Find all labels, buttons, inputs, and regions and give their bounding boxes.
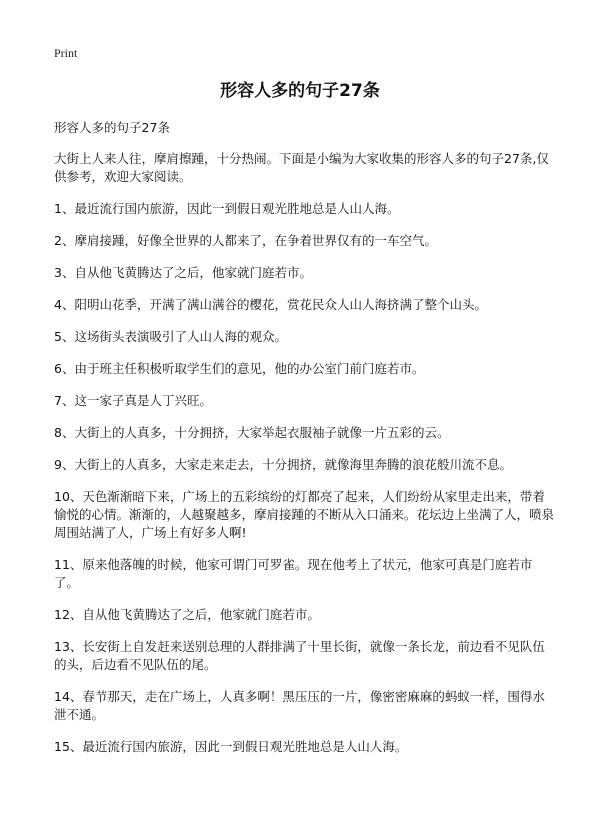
page-title: 形容人多的句子27条 xyxy=(220,81,380,101)
list-item: 8、大街上的人真多，十分拥挤，大家举起衣服袖子就像一片五彩的云。 xyxy=(54,425,450,440)
list-item: 15、最近流行国内旅游，因此一到假日观光胜地总是人山人海。 xyxy=(54,739,408,754)
list-item: 9、大街上的人真多，大家走来走去，十分拥挤，就像海里奔腾的浪花般川流不息。 xyxy=(54,457,512,472)
list-item: 5、这场街头表演吸引了人山人海的观众。 xyxy=(54,329,287,344)
list-item: 11、原来他落魄的时候，他家可谓门可罗雀。现在他考上了状元，他家可真是门庭若市了。 xyxy=(54,557,533,590)
subtitle: 形容人多的句子27条 xyxy=(54,120,170,135)
article-body xyxy=(54,150,554,770)
list-item: 12、自从他飞黄腾达了之后，他家就门庭若市。 xyxy=(54,607,320,622)
list-item: 3、自从他飞黄腾达了之后，他家就门庭若市。 xyxy=(54,265,312,280)
list-item: 1、最近流行国内旅游，因此一到假日观光胜地总是人山人海。 xyxy=(54,201,400,216)
intro-paragraph: 大街上人来人往，摩肩擦踵，十分热闹。下面是小编为大家收集的形容人多的句子27条,仅供参考，欢迎大家阅读。 xyxy=(54,151,549,184)
list-item: 10、天色渐渐暗下来，广场上的五彩缤纷的灯都亮了起来，人们纷纷从家里走出来，带着愉悦的心情。渐渐的，人越聚越多，摩肩接踵的不断从入口涌来。花坛边上坐满了人，喷泉周围站满了人，广场上有好多人啊! xyxy=(54,489,555,540)
print-link[interactable]: Print xyxy=(54,46,78,60)
list-item: 2、摩肩接踵，好像全世界的人都来了，在争着世界仅有的一车空气。 xyxy=(54,233,437,248)
list-item: 6、由于班主任积极听取学生们的意见，他的办公室门前门庭若市。 xyxy=(54,361,425,376)
list-item: 14、春节那天，走在广场上，人真多啊！黑压压的一片，像密密麻麻的蚂蚁一样，围得水泄不通。 xyxy=(54,689,545,722)
list-item: 4、阳明山花季，开满了满山满谷的樱花，赏花民众人山人海挤满了整个山头。 xyxy=(54,297,487,312)
list-item: 7、这一家子真是人丁兴旺。 xyxy=(54,393,212,408)
list-item: 13、长安街上自发赶来送别总理的人群排满了十里长街，就像一条长龙，前边看不见队伍的头，后边看不见队伍的尾。 xyxy=(54,639,545,672)
